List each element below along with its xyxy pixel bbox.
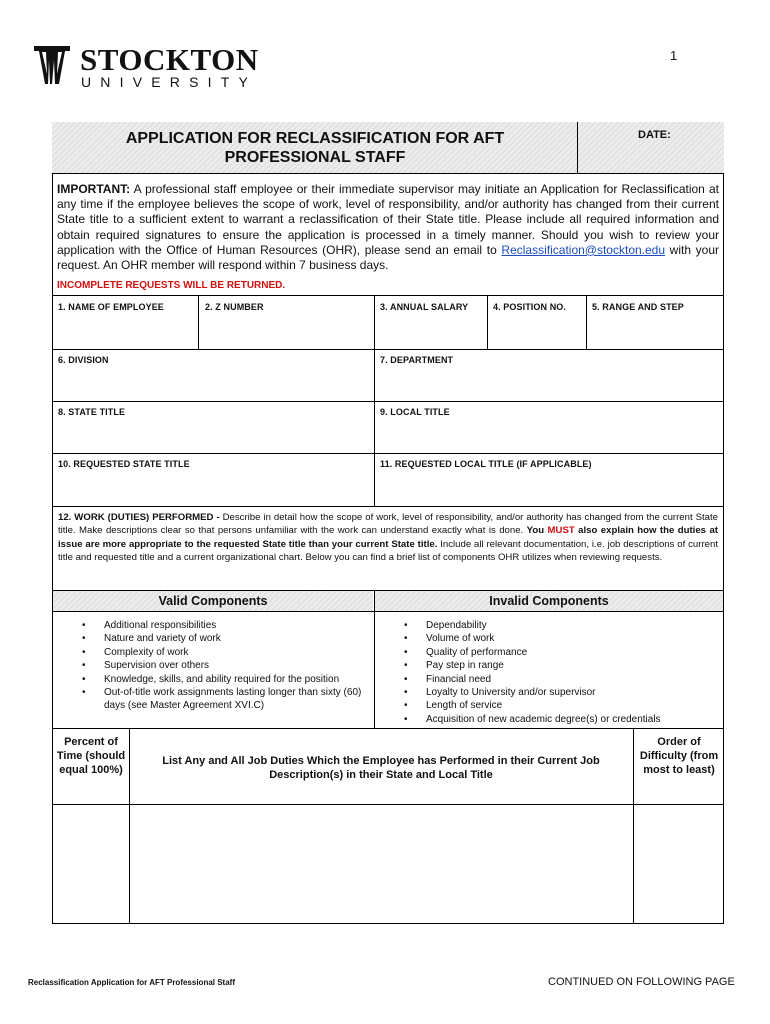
list-item: • Acquisition of new academic degree(s) or credentials [404,713,714,726]
valid-components-list [82,619,362,713]
grid-line [52,611,724,612]
duties-bold: also explain how the duties at issue are more appropriate to the requested State title than your current State title. [58,525,718,550]
grid-line [52,506,724,507]
important-lead: IMPORTANT: [57,182,131,196]
label-local-title: 9. LOCAL TITLE [380,407,450,417]
stockton-tree-logo-icon [32,44,72,88]
duties-text2: Include all relevant documentation, i.e. job descriptions of current title and requested title and a current organizational chart. Below you can find a brief list of components OHR utilizes when reviewing requests. [58,538,718,564]
list-item: • Complexity of work [82,646,362,659]
label-requested-state-title: 10. REQUESTED STATE TITLE [58,459,190,469]
percent-time-input[interactable] [53,805,129,923]
invalid-components-header: Invalid Components [489,594,609,608]
list-item: • Nature and variety of work [82,632,362,645]
order-difficulty-header: Order of Difficulty (from most to least) [639,736,719,776]
percent-time-header: Percent of Time (should equal 100%) [56,736,126,776]
job-duties-input[interactable] [130,805,633,923]
list-item: • Loyalty to University and/or supervisor [404,686,714,699]
list-item: • Supervision over others [82,659,362,672]
duties-text1: Describe in detail how the scope of work, level of responsibility, and/or authority has changed from the current State title. Make descriptions clear so that persons unfamiliar with the work can understand exactly what is done. [58,512,718,537]
list-item: • Quality of performance [404,646,714,659]
duties-you: You [526,525,545,537]
page-number: 1 [670,48,678,63]
grid-line [52,728,724,729]
label-position-no: 4. POSITION NO. [493,302,567,312]
footer-continued: CONTINUED ON FOLLOWING PAGE [548,976,735,988]
job-duties-header: List Any and All Job Duties Which the Employee has Performed in their Current Job Description(s) in their State and Local Title [162,755,600,781]
list-item: • Out-of-title work assignments lasting longer than sixty (60) days (see Master Agreement XVI.C) [82,686,362,713]
form-title-line2: PROFESSIONAL STAFF [224,149,406,166]
label-z-number: 2. Z NUMBER [205,302,264,312]
footer-form-name: Reclassification Application for AFT Professional Staff [28,978,235,987]
list-item: • Dependability [404,619,714,632]
list-item: • Additional responsibilities [82,619,362,632]
important-text: A professional staff employee or their immediate supervisor may initiate an Application for Reclassification at any time if the employee believes the scope of work, level of responsibility, and/or authority has changed from their current State title to a sufficient extent to warrant a reclassification of their State title. Please include all required information and obtain required signatures to ensure the application is processed in a timely manner. Should you wish to review your application with the Office of Human Resources (OHR), please send an email to [57,182,719,257]
duties-label: 12. WORK (DUTIES) PERFORMED - [58,512,220,523]
incomplete-warning: INCOMPLETE REQUESTS WILL BE RETURNED. [57,280,286,291]
logo-subtitle: UNIVERSITY [81,74,258,90]
label-state-title: 8. STATE TITLE [58,407,126,417]
important-tail: with your request. An OHR member will respond within 7 business days. [57,242,719,273]
email-link[interactable]: Reclassification@stockton.edu [501,242,666,257]
list-item: • Volume of work [404,632,714,645]
label-department: 7. DEPARTMENT [380,355,454,365]
label-annual-salary: 3. ANNUAL SALARY [380,302,469,312]
list-item: • Financial need [404,673,714,686]
list-item: • Knowledge, skills, and ability required for the position [82,673,362,686]
invalid-components-list [404,619,714,726]
date-label: DATE: [638,129,671,141]
list-item: • Pay step in range [404,659,714,672]
important-notice [57,182,719,273]
logo-name: STOCKTON [80,42,259,77]
stockton-logo [32,44,272,94]
label-requested-local-title: 11. REQUESTED LOCAL TITLE (IF APPLICABLE) [380,459,592,469]
list-item: • Length of service [404,699,714,712]
order-difficulty-input[interactable] [634,805,723,923]
label-division: 6. DIVISION [58,355,109,365]
label-employee-name: 1. NAME OF EMPLOYEE [58,302,164,312]
valid-components-header: Valid Components [158,594,268,608]
grid-line [374,590,375,728]
duties-must: MUST [547,525,575,537]
duties-instructions [58,511,718,565]
form-title [52,129,578,167]
label-range-step: 5. RANGE AND STEP [592,302,684,312]
form-title-line1: APPLICATION FOR RECLASSIFICATION FOR AFT [125,130,505,147]
